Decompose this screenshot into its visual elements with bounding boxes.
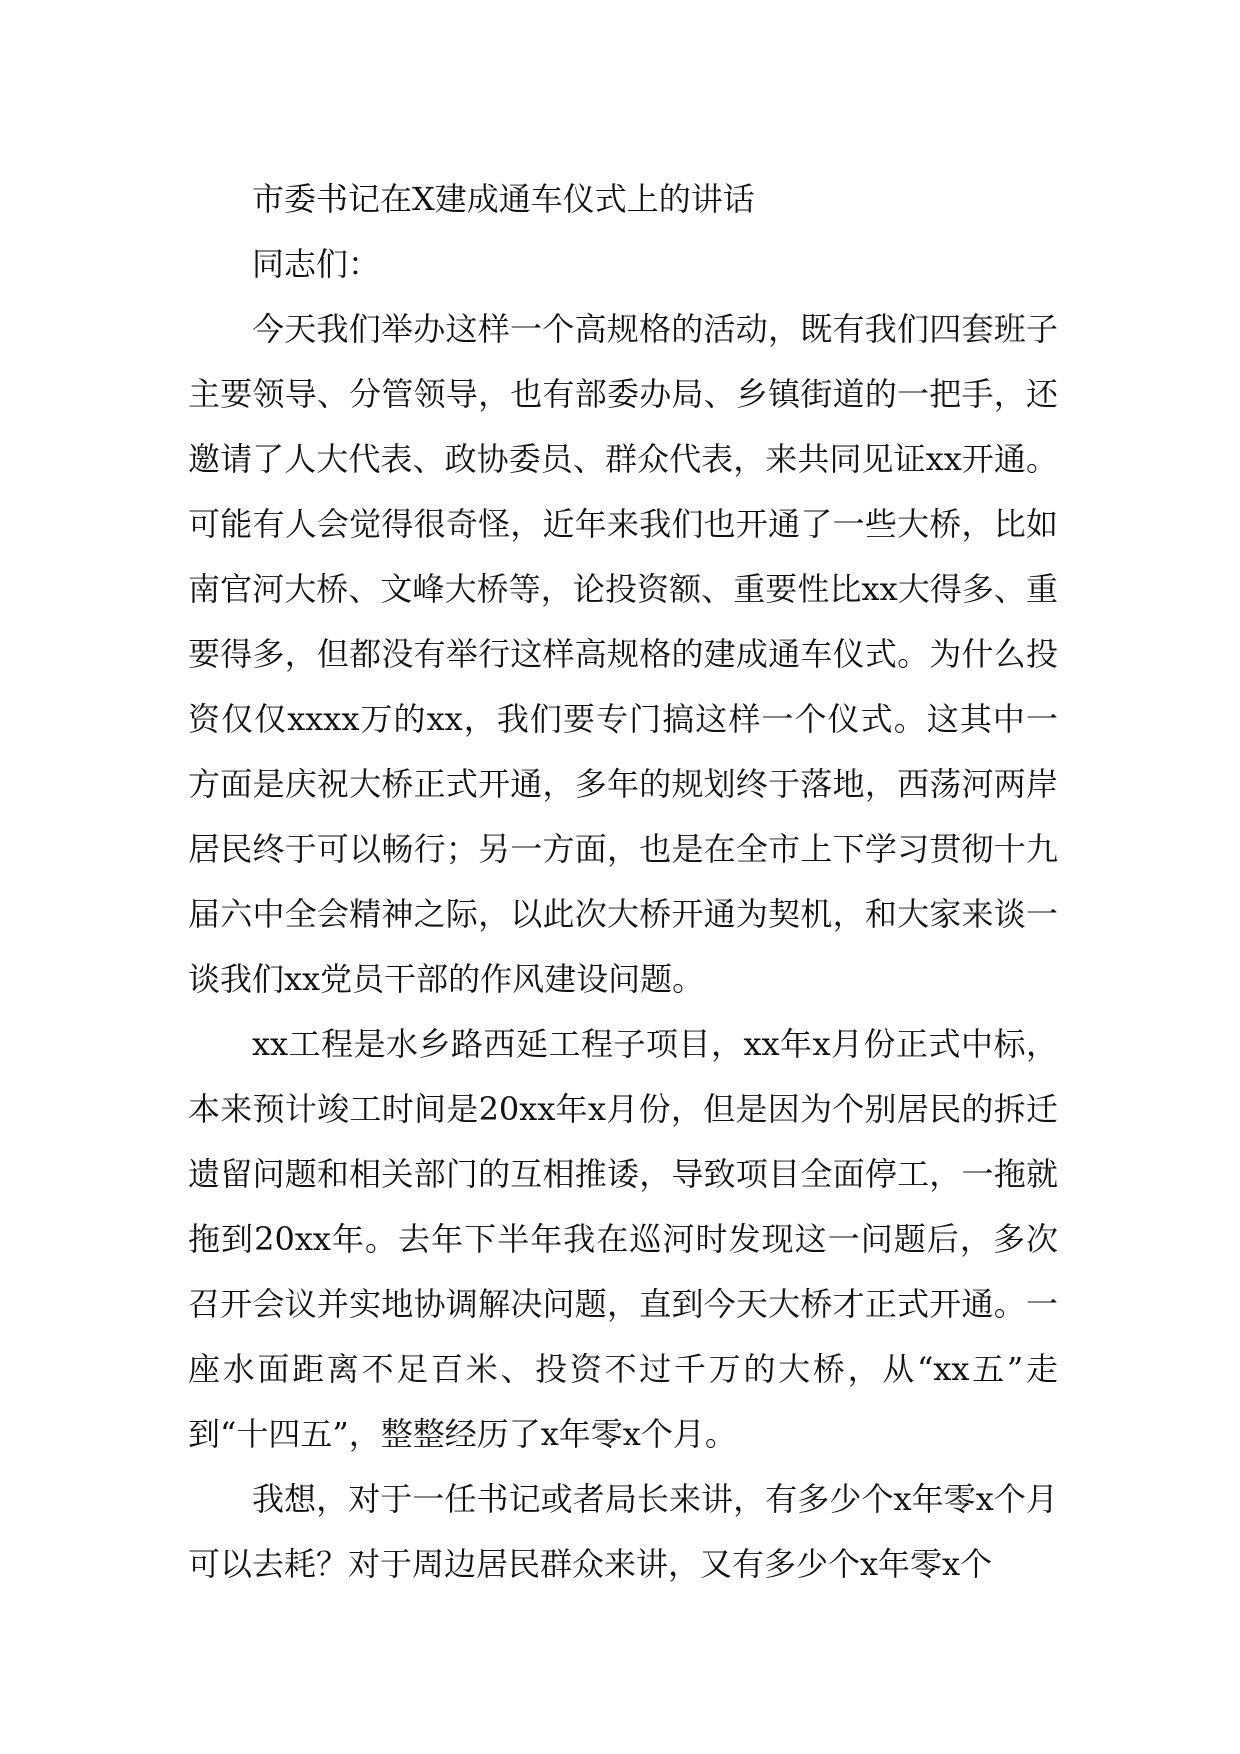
paragraph-2: xx工程是水乡路西延工程子项目，xx年x月份正式中标，本来预计竣工时间是20xx年x月份，但是因为个别居民的拆迁遗留问题和相关部门的互相推诿，导致项目全面停工，一拖就拖到20xx年。去年下半年我在巡河时发现这一问题后，多次召开会议并实地协调解决问题，直到今天大桥才正式开通。一座水面距离不足百米、投资不过千万的大桥，从“xx五”走到“十四五”，整整经历了x年零x个月。 [188, 1025, 1058, 1453]
document-title: 市委书记在X建成通车仪式上的讲话 [252, 180, 755, 218]
paragraph-1: 今天我们举办这样一个高规格的活动，既有我们四套班子主要领导、分管领导，也有部委办局、乡镇街道的一把手，还邀请了人大代表、政协委员、群众代表，来共同见证xx开通。可能有人会觉得很奇怪，近年来我们也开通了一些大桥，比如南官河大桥、文峰大桥等，论投资额、重要性比xx大得多、重要得多，但都没有举行这样高规格的建成通车仪式。为什么投资仅仅xxxx万的xx，我们要专门搞这样一个仪式。这其中一方面是庆祝大桥正式开通，多年的规划终于落地，西荡河两岸居民终于可以畅行；另一方面，也是在全市上下学习贯彻十九届六中全会精神之际，以此次大桥开通为契机，和大家来谈一谈我们xx党员干部的作风建设问题。 [188, 310, 1058, 998]
greeting-line: 同志们： [252, 245, 381, 283]
paragraph-3: 我想，对于一任书记或者局长来讲，有多少个x年零x个月可以去耗？对于周边居民群众来讲，又有多少个x年零x个 [188, 1480, 1058, 1583]
document-body [188, 167, 1058, 1597]
